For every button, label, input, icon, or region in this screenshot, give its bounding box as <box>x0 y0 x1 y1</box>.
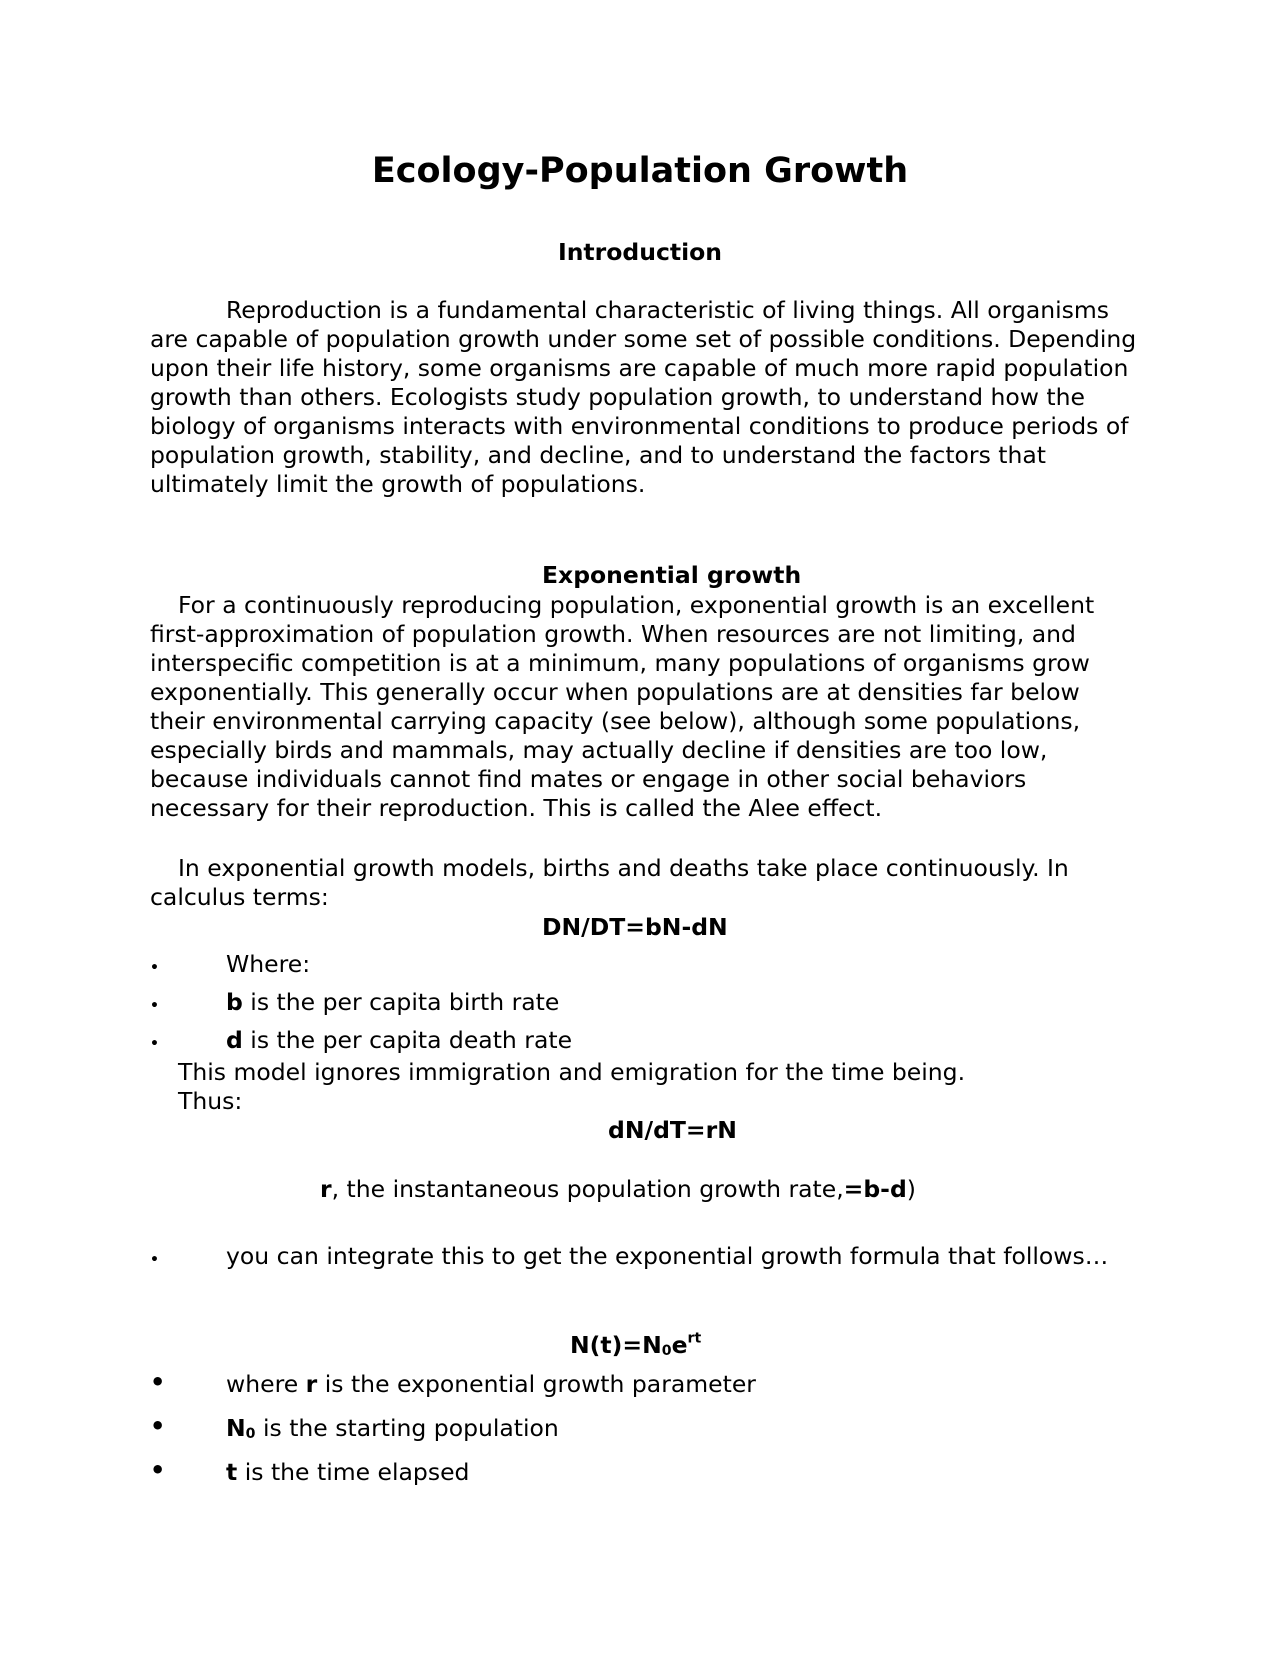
integrate-note: you can integrate this to get the exponential growth formula that follows… <box>226 1242 1109 1270</box>
bullet-text: t is the time elapsed <box>226 1458 470 1486</box>
bullet-icon: • <box>150 1252 159 1268</box>
parameter-list <box>0 1370 1280 1490</box>
bullet-text: $N_0$ is the starting population <box>226 1414 559 1443</box>
page-title: Ecology-Population Growth <box>371 151 909 191</box>
exponential-paragraph: For a continuously reproducing population, exponential growth is an excellent first-approximation of population growth. When resources are not limiting, and interspecific competition is at a minimum, many populations of organisms grow exponentially. This generally occur when populations are at densities far below their environmental carrying capacity (see below), although some populations, especially birds and mammals, may actually decline if densities are too low, because individuals cannot find mates or engage in other social behaviors necessary for their reproduction. This is called the Alee effect. <box>150 591 1095 822</box>
equation-growth-rate: dN/dT=rN <box>608 1116 737 1144</box>
bullet-icon: • <box>150 1412 166 1440</box>
thus-label: Thus: <box>178 1087 243 1115</box>
calculus-paragraph: In exponential growth models, births and deaths take place continuously. In calculus terms: <box>150 854 1069 911</box>
r-definition: r, the instantaneous population growth rate,=b-d) <box>320 1175 916 1203</box>
exponential-growth-heading: Exponential growth <box>542 561 802 589</box>
bullet-text: where r is the exponential growth parameter <box>226 1370 756 1398</box>
model-note: This model ignores immigration and emigration for the time being. <box>178 1058 966 1086</box>
bullet-text: Where: <box>226 950 311 978</box>
bullet-icon: • <box>150 1456 166 1484</box>
bullet-icon: • <box>150 1036 159 1052</box>
equation-exponential-formula: $N(t)=N_0e^{rt}$ <box>570 1330 702 1360</box>
definition-list <box>0 950 1280 1060</box>
bullet-icon: • <box>150 998 159 1014</box>
term-b: b <box>226 988 243 1016</box>
introduction-heading: Introduction <box>557 238 723 266</box>
introduction-paragraph: Reproduction is a fundamental characteristic of living things. All organisms are capable of population growth under some set of possible conditions. Depending upon their life history, some organisms are capable of much more rapid population growth than others. Ecologists study population growth, to understand how the biology of organisms interacts with environmental conditions to produce periods of population growth, stability, and decline, and to understand the factors that ultimately limit the growth of populations. <box>150 296 1137 498</box>
bullet-text: d is the per capita death rate <box>226 1026 573 1054</box>
bullet-icon: • <box>150 960 159 976</box>
bullet-text: b is the per capita birth rate <box>226 988 560 1016</box>
bullet-icon: • <box>150 1368 166 1396</box>
equation-births-deaths: DN/DT=bN-dN <box>542 913 728 941</box>
term-d: d <box>226 1026 243 1054</box>
